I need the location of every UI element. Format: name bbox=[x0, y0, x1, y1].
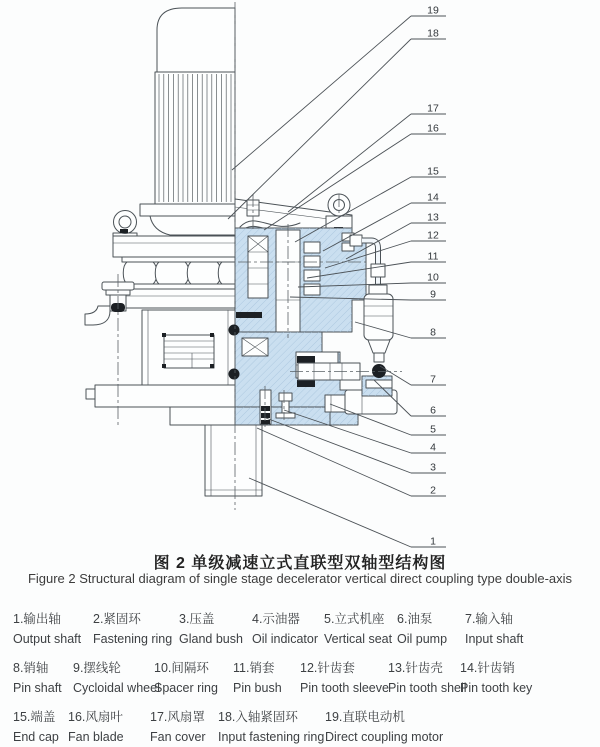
part-item-9 bbox=[73, 661, 160, 695]
callout-2 bbox=[257, 428, 446, 497]
lower-bearing bbox=[242, 338, 268, 356]
callout-17 bbox=[288, 103, 446, 213]
part-name-en: Output shaft bbox=[13, 632, 82, 646]
part-item-3 bbox=[179, 612, 243, 646]
part-name-zh: 8.销轴 bbox=[13, 661, 49, 675]
part-name-zh: 4.示油器 bbox=[252, 612, 300, 626]
callout-number: 11 bbox=[427, 250, 439, 263]
part-name-en: Cycloidal wheel bbox=[73, 681, 160, 695]
callout-number: 19 bbox=[427, 4, 439, 17]
part-item-10 bbox=[154, 661, 218, 695]
callout-number: 14 bbox=[427, 191, 439, 204]
part-item-5 bbox=[324, 612, 392, 646]
part-name-zh: 10.间隔环 bbox=[154, 661, 209, 675]
part-item-7 bbox=[465, 612, 523, 646]
part-item-17 bbox=[150, 710, 206, 744]
part-name-zh: 12.针齿套 bbox=[300, 661, 355, 675]
part-item-11 bbox=[233, 661, 282, 695]
motor bbox=[140, 8, 235, 235]
part-name-en: Input fastening ring bbox=[218, 730, 325, 744]
part-item-8 bbox=[13, 661, 62, 695]
figure-caption-zh: 图 2 单级减速立式直联型双轴型结构图 bbox=[153, 555, 447, 572]
vertical-seat bbox=[86, 236, 240, 425]
callout-number: 18 bbox=[427, 27, 439, 40]
part-name-zh: 3.压盖 bbox=[179, 612, 215, 626]
callout-number: 12 bbox=[427, 229, 439, 242]
callout-number: 5 bbox=[430, 423, 436, 436]
part-name-en: Input shaft bbox=[465, 632, 524, 646]
callout-number: 15 bbox=[427, 165, 439, 178]
callout-number: 9 bbox=[430, 288, 436, 301]
part-item-16 bbox=[68, 710, 124, 744]
part-name-en: Fastening ring bbox=[93, 632, 173, 646]
callout-number: 1 bbox=[430, 535, 436, 548]
part-name-zh: 19.直联电动机 bbox=[325, 710, 405, 724]
oil-pump bbox=[362, 294, 393, 396]
callout-number: 8 bbox=[430, 326, 436, 339]
section-right-half bbox=[235, 194, 397, 425]
callout-19 bbox=[232, 5, 446, 171]
callout-number: 17 bbox=[427, 102, 439, 115]
part-name-en: Vertical seat bbox=[324, 632, 393, 646]
part-item-2 bbox=[93, 612, 172, 646]
part-item-14 bbox=[460, 661, 532, 695]
part-name-en: Direct coupling motor bbox=[325, 730, 444, 744]
part-item-13 bbox=[388, 661, 467, 695]
left-eyebolt bbox=[113, 211, 137, 239]
part-item-1 bbox=[13, 612, 81, 646]
part-item-18 bbox=[218, 710, 324, 744]
output-shaft bbox=[205, 425, 262, 496]
part-item-19 bbox=[325, 710, 443, 744]
part-item-6 bbox=[397, 612, 447, 646]
part-name-zh: 1.输出轴 bbox=[13, 612, 61, 626]
part-name-en: Fan cover bbox=[150, 730, 206, 744]
callout-number: 2 bbox=[430, 484, 436, 497]
part-name-zh: 2.紧固环 bbox=[93, 612, 141, 626]
figure-caption-en: Figure 2 Structural diagram of single stage decelerator vertical direct coupling type double-axis bbox=[27, 571, 573, 586]
part-name-en: Pin shaft bbox=[13, 681, 62, 695]
part-name-zh: 6.油泵 bbox=[397, 612, 433, 626]
part-name-en: Pin tooth key bbox=[460, 681, 533, 695]
callout-number: 4 bbox=[430, 441, 436, 454]
part-name-zh: 11.销套 bbox=[233, 661, 275, 675]
part-name-en: Spacer ring bbox=[154, 681, 218, 695]
callout-18 bbox=[228, 28, 446, 220]
callout-number: 3 bbox=[430, 461, 436, 474]
part-name-zh: 5.立式机座 bbox=[324, 612, 385, 626]
part-name-en: Pin tooth shell bbox=[388, 681, 467, 695]
callout-3 bbox=[266, 418, 446, 474]
callout-number: 16 bbox=[427, 122, 439, 135]
part-name-zh: 9.摆线轮 bbox=[73, 661, 121, 675]
part-name-zh: 13.针齿壳 bbox=[388, 661, 443, 675]
callout-number: 7 bbox=[430, 373, 436, 386]
part-name-zh: 17.风扇罩 bbox=[150, 710, 205, 724]
callout-number: 10 bbox=[427, 271, 439, 284]
part-name-en: End cap bbox=[13, 730, 59, 744]
part-item-15 bbox=[13, 710, 59, 744]
part-name-en: Fan blade bbox=[68, 730, 124, 744]
part-name-en: Pin bush bbox=[233, 681, 282, 695]
part-item-4 bbox=[252, 612, 318, 646]
part-name-en: Oil indicator bbox=[252, 632, 318, 646]
part-name-en: Oil pump bbox=[397, 632, 448, 646]
callout-1 bbox=[249, 478, 446, 548]
callout-number: 13 bbox=[427, 211, 439, 224]
part-name-zh: 16.风扇叶 bbox=[68, 710, 123, 724]
callout-number: 6 bbox=[430, 404, 436, 417]
part-name-zh: 7.输入轴 bbox=[465, 612, 513, 626]
part-name-zh: 14.针齿销 bbox=[460, 661, 515, 675]
part-name-en: Pin tooth sleeve bbox=[300, 681, 389, 695]
part-name-zh: 15.端盖 bbox=[13, 710, 56, 724]
part-item-12 bbox=[300, 661, 389, 695]
part-name-zh: 18.入轴紧固环 bbox=[218, 710, 298, 724]
part-name-en: Gland bush bbox=[179, 632, 243, 646]
bearing-stack bbox=[248, 236, 268, 298]
